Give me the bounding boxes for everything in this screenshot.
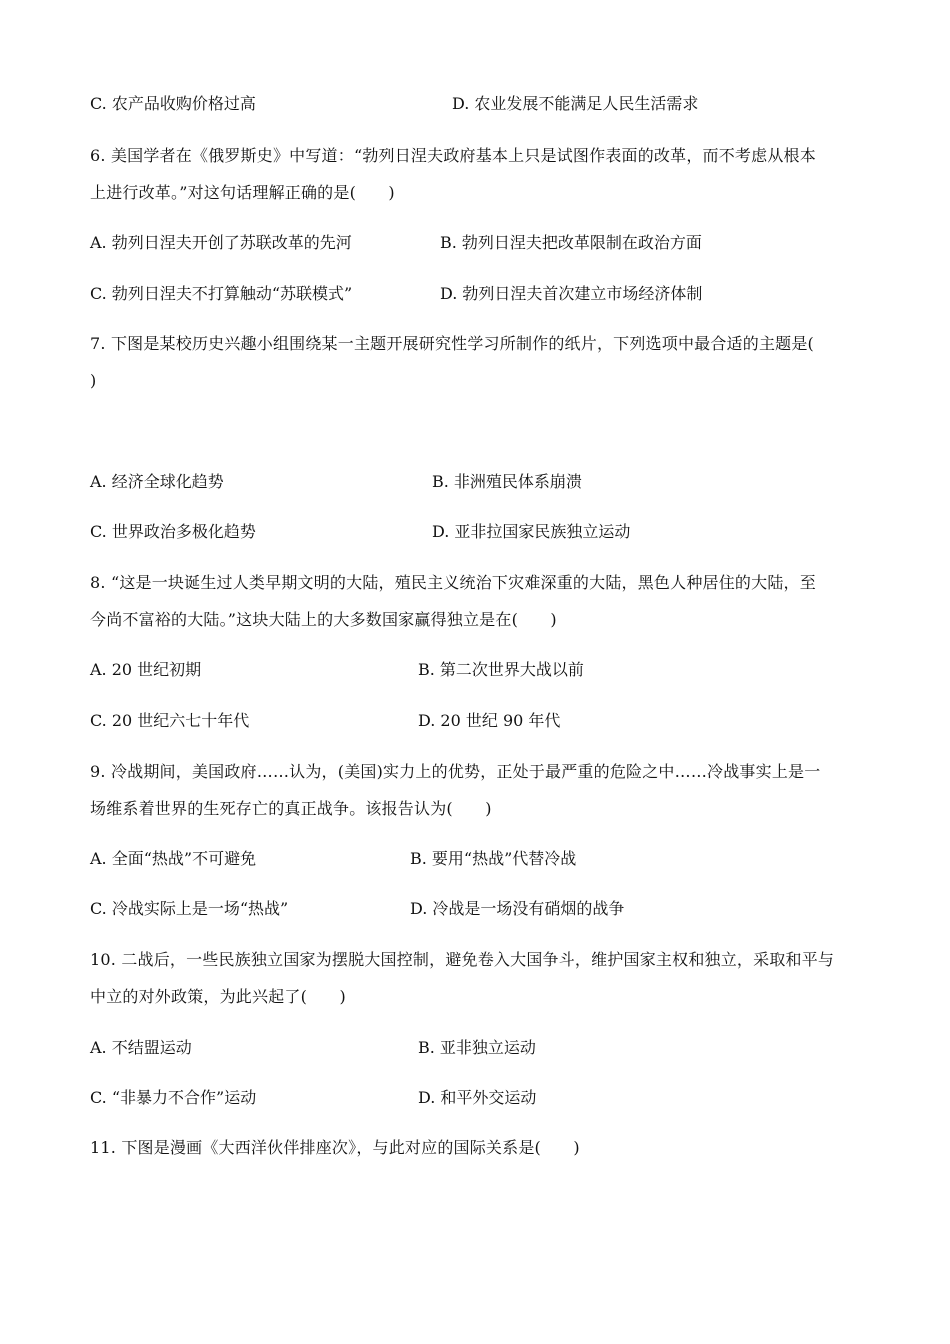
q11-stem-line1: 11. 下图是漫画《大西洋伙伴排座次》，与此对应的国际关系是( ) xyxy=(90,1138,580,1157)
q6-option-b: B. 勃列日涅夫把改革限制在政治方面 xyxy=(440,233,702,252)
q5-option-d: D. 农业发展不能满足人民生活需求 xyxy=(452,94,699,113)
q10-stem-line2: 中立的对外政策，为此兴起了( ) xyxy=(90,987,346,1006)
q6-stem-line2: 上进行改革。”对这句话理解正确的是( ) xyxy=(90,183,395,202)
q5-option-c: C. 农产品收购价格过高 xyxy=(90,94,256,113)
q10-option-a: A. 不结盟运动 xyxy=(90,1038,192,1057)
q8-stem-line1: 8. “这是一块诞生过人类早期文明的大陆，殖民主义统治下灾难深重的大陆，黑色人种居住的大陆，至 xyxy=(90,573,816,592)
q7-option-d: D. 亚非拉国家民族独立运动 xyxy=(432,522,631,541)
q9-stem-line2: 场维系着世界的生死存亡的真正战争。该报告认为( ) xyxy=(90,799,492,818)
q7-option-b: B. 非洲殖民体系崩溃 xyxy=(432,472,582,491)
q10-option-d: D. 和平外交运动 xyxy=(418,1088,537,1107)
q8-stem-line2: 今尚不富裕的大陆。”这块大陆上的大多数国家赢得独立是在( ) xyxy=(90,610,557,629)
q9-option-c: C. 冷战实际上是一场“热战” xyxy=(90,899,289,918)
q9-option-b: B. 要用“热战”代替冷战 xyxy=(410,849,577,868)
q8-option-a: A. 20 世纪初期 xyxy=(90,660,202,679)
q10-option-b: B. 亚非独立运动 xyxy=(418,1038,536,1057)
q8-option-b: B. 第二次世界大战以前 xyxy=(418,660,584,679)
q7-option-c: C. 世界政治多极化趋势 xyxy=(90,522,256,541)
q9-option-a: A. 全面“热战”不可避免 xyxy=(90,849,257,868)
q7-stem-line1: 7. 下图是某校历史兴趣小组围绕某一主题开展研究性学习所制作的纸片，下列选项中最合适的主题是( xyxy=(90,334,814,353)
q9-stem-line1: 9. 冷战期间，美国政府……认为，(美国)实力上的优势，正处于最严重的危险之中……冷战事实上是一 xyxy=(90,762,821,781)
q9-option-d: D. 冷战是一场没有硝烟的战争 xyxy=(410,899,625,918)
q6-option-a: A. 勃列日涅夫开创了苏联改革的先河 xyxy=(90,233,352,252)
q7-option-a: A. 经济全球化趋势 xyxy=(90,472,224,491)
q10-option-c: C. “非暴力不合作”运动 xyxy=(90,1088,257,1107)
q6-stem-line1: 6. 美国学者在《俄罗斯史》中写道：“勃列日涅夫政府基本上只是试图作表面的改革，而不考虑从根本 xyxy=(90,146,816,165)
q8-option-c: C. 20 世纪六七十年代 xyxy=(90,711,250,730)
q6-option-c: C. 勃列日涅夫不打算触动“苏联模式” xyxy=(90,284,353,303)
q10-stem-line1: 10. 二战后，一些民族独立国家为摆脱大国控制，避免卷入大国争斗，维护国家主权和独立，采取和平与 xyxy=(90,950,835,969)
q7-stem-line2: ) xyxy=(90,371,97,390)
q6-option-d: D. 勃列日涅夫首次建立市场经济体制 xyxy=(440,284,703,303)
q8-option-d: D. 20 世纪 90 年代 xyxy=(418,711,561,730)
